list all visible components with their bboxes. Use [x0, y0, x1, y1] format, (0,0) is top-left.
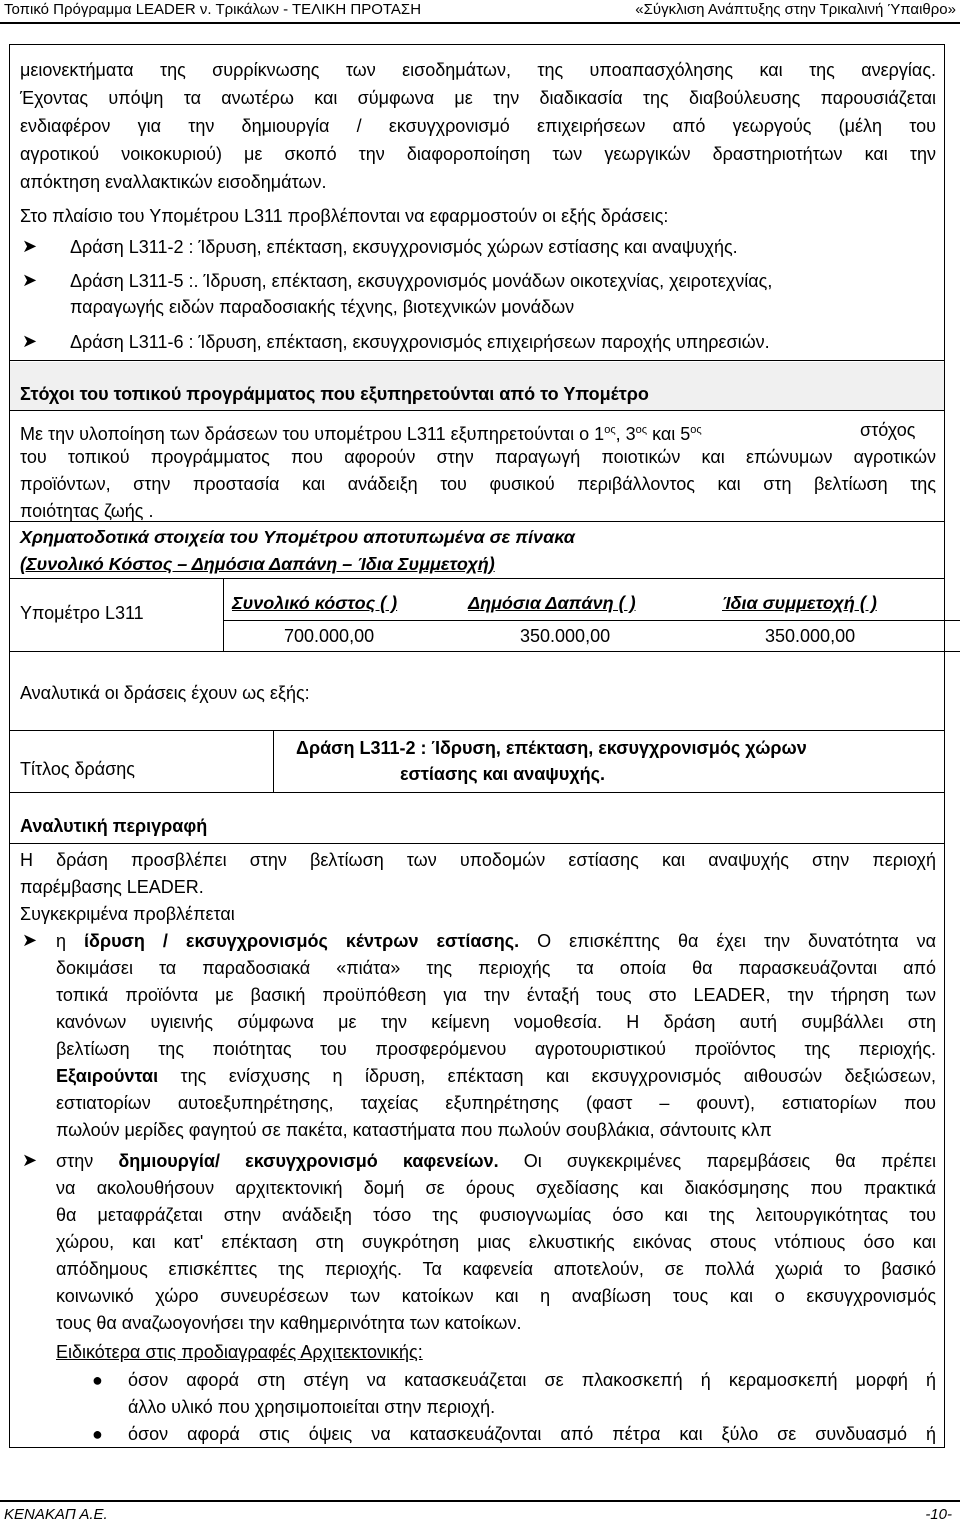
bullet-1-first-line: η ίδρυση / εκσυγχρονισμός κέντρων εστίασης. Ο επισκέπτης θα έχει την δυνατότητα να [56, 931, 936, 951]
arrow-bullet-icon: ➤ [22, 270, 38, 290]
details-intro: Αναλυτικά οι δράσεις έχουν ως εξής: [20, 683, 310, 703]
finance-col-total: Συνολικό κόστος ( ) [232, 593, 398, 613]
finance-val-public: 350.000,00 [520, 626, 611, 646]
architecture-item: όσον αφορά στις όψεις να κατασκευάζονται από πέτρα και ξύλο σε συνδυασμό ή [128, 1424, 936, 1444]
bullet-2-first-line: στην δημιουργία/ εκσυγχρονισμό καφενείων. Οι συγκεκριμένες παρεμβάσεις θα πρέπει [56, 1151, 936, 1171]
dot-bullet-icon: ● [92, 1370, 103, 1390]
bullet-2-line: απόδημους επισκέπτες της περιοχής. Τα καφενεία αποτελούν, σε πολλά χωριά το βασικό [56, 1259, 936, 1279]
description-line: Η δράση προσβλέπει στην βελτίωση των υποδομών εστίασης και αναψυχής στην περιοχή [20, 850, 936, 870]
finance-col-own: Ίδια συμμετοχή ( ) [722, 593, 877, 613]
footer-company: ΚΕΝΑΚΑΠ Α.Ε. [4, 1506, 108, 1523]
section-divider [10, 360, 944, 361]
bullet-2-line: θα μεταφράζεται στην ανάδειξη τόσο της φυσιογνωμίας όσο και της λειτουργικότητας του [56, 1205, 936, 1225]
goals-line-1-end: στόχος [860, 420, 916, 440]
action-title-line: Δράση L311-2 : Ίδρυση, επέκταση, εκσυγχρονισμός χώρων [296, 738, 807, 758]
page-number: -10- [925, 1506, 952, 1523]
arrow-bullet-icon: ➤ [22, 236, 38, 256]
bullet-2-line: να ακολουθήσουν αρχιτεκτονική δομή σε όρους σχεδίασης και διακόσμησης που πρακτικά [56, 1178, 936, 1198]
footer-rule [0, 1500, 960, 1502]
bullet-1-line: βελτίωση της ποιότητας του προσφερόμενου αγροτουριστικού προϊόντος της περιοχής. [56, 1039, 936, 1059]
description-line: παρέμβασης LEADER. [20, 877, 204, 897]
arrow-bullet-icon: ➤ [22, 1150, 38, 1170]
architecture-item: όσον αφορά στη στέγη να κατασκευάζεται σε πλακοσκεπή ή κεραμοσκεπή μορφή ή [128, 1370, 936, 1390]
finance-row-label: Υπομέτρο L311 [20, 603, 144, 623]
architecture-heading: Ειδικότερα στις προδιαγραφές Αρχιτεκτονικής: [56, 1342, 423, 1362]
action-item: Δράση L311-6 : Ίδρυση, επέκταση, εκσυγχρονισμός επιχειρήσεων παροχής υπηρεσιών. [70, 332, 770, 352]
goals-line: ποιότητας ζωής . [20, 501, 154, 521]
bullet-2-line: χώρου, και κατ' επέκταση στη συγκρότηση μιας ελκυστικής εικόνας στους ντόπιους όσο και [56, 1232, 936, 1252]
header-rule [0, 22, 960, 24]
arrow-bullet-icon: ➤ [22, 331, 38, 351]
action-item: Δράση L311-5 :. Ίδρυση, επέκταση, εκσυγχρονισμός μονάδων οικοτεχνίας, χειροτεχνίας, [70, 271, 773, 291]
finance-table [10, 578, 960, 652]
specifically-line: Συγκεκριμένα προβλέπεται [20, 904, 235, 924]
bullet-1-line: τοπικά προϊόντα με βασική προϋπόθεση για την ένταξή τους στο LEADER, την τήρηση των [56, 985, 936, 1005]
bullet-1-line: κανόνων υγιεινής σύμφωνα με την κείμενη νομοθεσία. Η δράση αυτή συμβάλλει στη [56, 1012, 936, 1032]
intro-line: μειονεκτήματα της συρρίκνωσης των εισοδημάτων, της υποαπασχόλησης και της ανεργίας. [20, 60, 936, 80]
bullet-2-line: κοινωνικό χώρο συνευρέσεων των κατοίκων και η αναβίωση τους και ο εκσυγχρονισμός [56, 1286, 936, 1306]
intro-line: ενδιαφέρον για την δημιουργία / εκσυγχρονισμό επιχειρήσεων από γεωργούς (μέλη του [20, 116, 936, 136]
finance-title: Χρηματοδοτικά στοιχεία του Υπομέτρου αποτυπωμένα σε πίνακα [20, 527, 575, 547]
intro-line: αγροτικού νοικοκυριού) με σκοπό την διαφοροποίηση των γεωργικών δραστηριοτήτων και την [20, 144, 936, 164]
intro-line: απόκτηση εναλλακτικών εισοδημάτων. [20, 172, 327, 192]
finance-col-public: Δημόσια Δαπάνη ( ) [468, 593, 636, 613]
goals-heading: Στόχοι του τοπικού προγράμματος που εξυπηρετούνται από το Υπομέτρο [20, 384, 649, 404]
section-divider [10, 521, 944, 522]
finance-val-own: 350.000,00 [765, 626, 856, 646]
goals-line: του τοπικού προγράμματος που αφορούν στην παραγωγή ποιοτικών και επώνυμων αγροτικών [20, 447, 936, 467]
action-title-line: εστίασης και αναψυχής. [400, 764, 606, 784]
action-item-continued: παραγωγής ειδών παραδοσιακής τέχνης, βιοτεχνικών μονάδων [70, 297, 575, 317]
section-divider [10, 410, 944, 411]
finance-val-total: 700.000,00 [284, 626, 375, 646]
exclusions-line: πωλούν μερίδες φαγητού σε πακέτα, καταστήματα που πωλούν σουβλάκια, σάντουιτς κλπ [56, 1120, 772, 1140]
goals-heading-band [10, 362, 944, 410]
action-item: Δράση L311-2 : Ίδρυση, επέκταση, εκσυγχρονισμός χώρων εστίασης και αναψυχής. [70, 237, 738, 257]
bullet-1-line: δοκιμάσει τα παραδοσιακά «πιάτα» της περιοχής τα οποία θα παρασκευάζονται από [56, 958, 936, 978]
bullet-2-line: τους θα αναζωογονήσει την καθημερινότητα των κατοίκων. [56, 1313, 522, 1333]
box-rule [10, 843, 944, 844]
finance-subtitle: (Συνολικό Κόστος – Δημόσια Δαπάνη – Ίδια Συμμετοχή) [20, 554, 495, 574]
running-header [0, 0, 960, 22]
architecture-item-continued: άλλο υλικό που χρησιμοποιείται στην περιοχή. [128, 1397, 496, 1417]
intro-line: Έχοντας υπόψη τα ανωτέρω και σύμφωνα με την διαδικασία της διαβούλευσης παρουσιάζεται [20, 88, 936, 108]
actions-intro: Στο πλαίσιο του Υπομέτρου L311 προβλέπονται να εφαρμοστούν οι εξής δράσεις: [20, 206, 669, 226]
description-label: Αναλυτική περιγραφή [20, 816, 208, 836]
dot-bullet-icon: ● [92, 1424, 103, 1444]
box-rule [10, 792, 944, 793]
box-top-rule [10, 730, 944, 731]
box-col-rule [273, 730, 274, 792]
header-project-title: «Σύγκλιση Ανάπτυξης στην Τρικαλινή Ύπαιθρο» [635, 1, 956, 18]
arrow-bullet-icon: ➤ [22, 930, 38, 950]
goals-line: προϊόντων, στην προστασία και ανάδειξη του φυσικού περιβάλλοντος και στη βελτίωση της [20, 474, 936, 494]
header-program-title: Τοπικό Πρόγραμμα LEADER ν. Τρικάλων - ΤΕΛΙΚΗ ΠΡΟΤΑΣΗ [4, 1, 422, 18]
exclusions-line: εστιατορίων αυτοεξυπηρέτησης, ταχείας εξυπηρέτησης (φαστ – φουντ), εστιατορίων που [56, 1093, 936, 1113]
goals-line-1: Με την υλοποίηση των δράσεων του υπομέτρου L311 εξυπηρετούνται ο $1^{o\varsigma}$, $3^{o\varsigma}$ και $5^{o\varsigma}$ [20, 424, 702, 444]
action-title-label: Τίτλος δράσης [20, 759, 135, 779]
exclusions-first-line: Εξαιρούνται της ενίσχυσης η ίδρυση, επέκταση και εκσυγχρονισμός αιθουσών δεξιώσεων, [56, 1066, 936, 1086]
